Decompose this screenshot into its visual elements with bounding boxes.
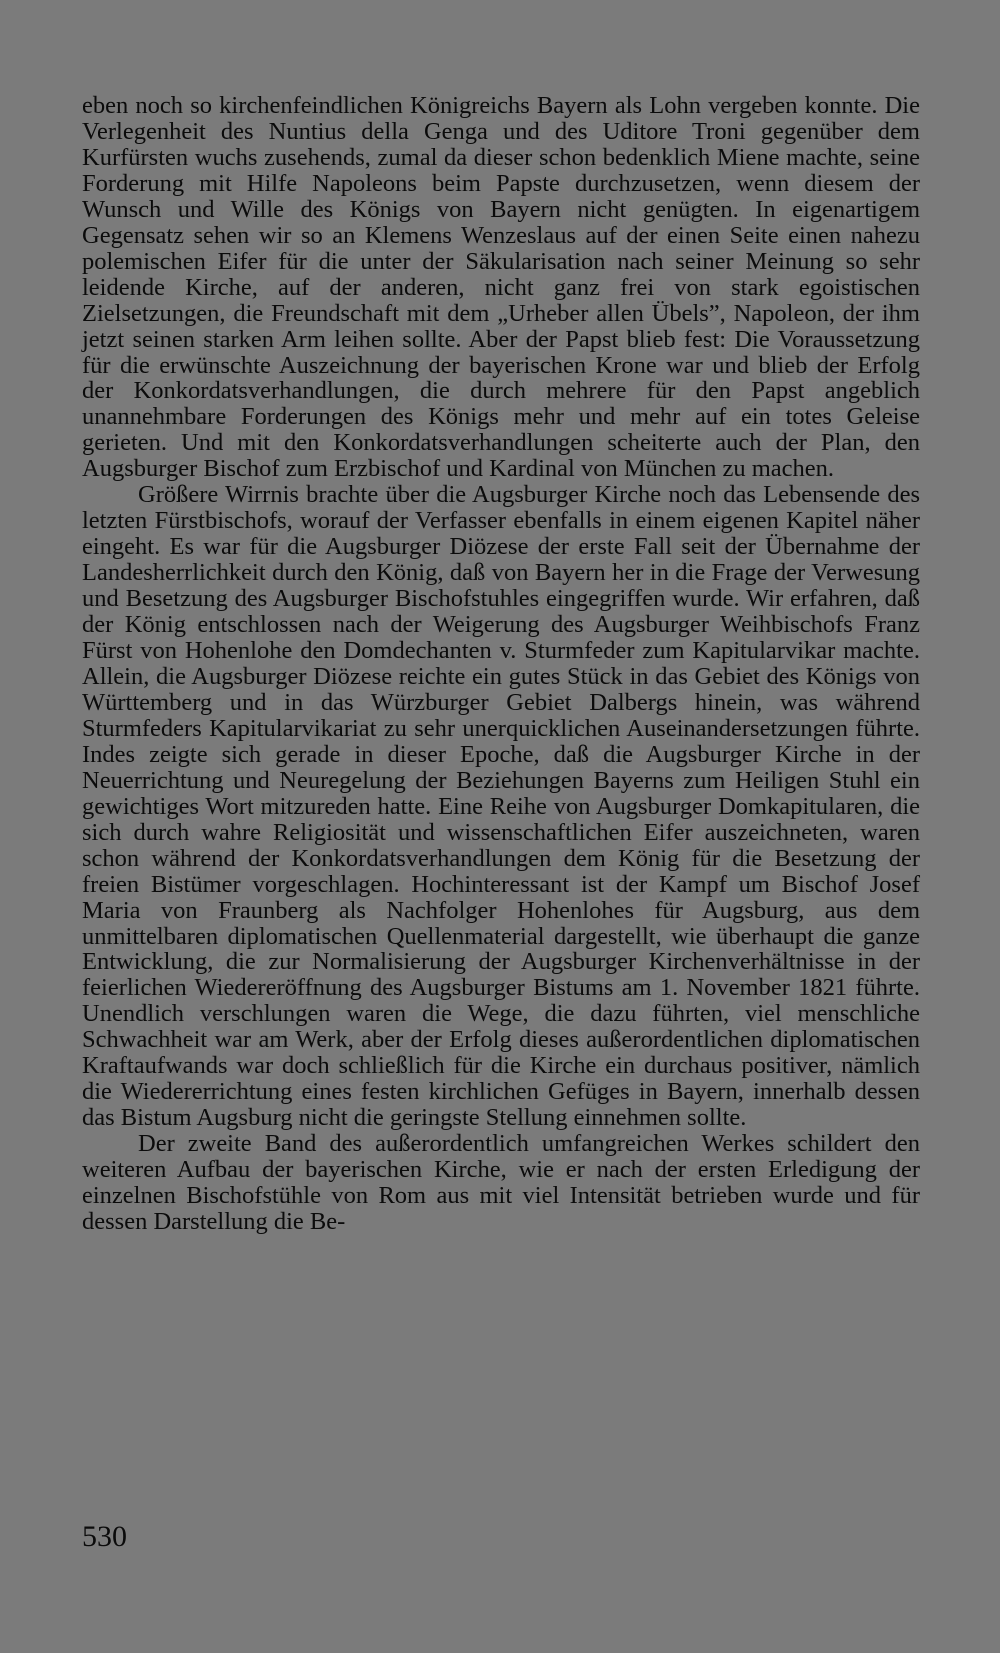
paragraph-1: eben noch so kirchenfeindlichen Königreichs Bayern als Lohn vergeben konnte. Die Verlegenheit des Nuntius della Genga und des Uditore Troni gegenüber dem Kurfürsten wuchs zusehends, zumal da dieser schon bedenklich Miene machte, seine Forderung mit Hilfe Napoleons beim Papste durchzusetzen, wenn diesem der Wunsch und Wille des Königs von Bayern nicht genügten. In eigenartigem Gegensatz sehen wir so an Klemens Wenzeslaus auf der einen Seite einen nahezu polemischen Eifer für die unter der Säkularisation nach seiner Meinung so sehr leidende Kirche, auf der anderen, nicht ganz frei von stark egoistischen Zielsetzungen, die Freundschaft mit dem „Urheber allen Übels”, Napoleon, der ihm jetzt seinen starken Arm leihen sollte. Aber der Papst blieb fest: Die Voraussetzung für die erwünschte Auszeichnung der bayerischen Krone war und blieb der Erfolg der Konkordatsverhandlungen, die durch mehrere für den Papst angeblich unannehmbare Forderungen des Königs mehr und mehr auf ein totes Geleise gerieten. Und mit den Konkordatsverhandlungen scheiterte auch der Plan, den Augsburger Bischof zum Erzbischof und Kardinal von München zu machen. (82, 92, 920, 483)
page-number: 530 (82, 1520, 127, 1553)
paragraph-2: Größere Wirrnis brachte über die Augsburger Kirche noch das Lebensende des letzten Fürstbischofs, worauf der Verfasser ebenfalls in einem eigenen Kapitel näher eingeht. Es war für die Augsburger Diözese der erste Fall seit der Übernahme der Landesherrlichkeit durch den König, daß von Bayern her in die Frage der Verwesung und Besetzung des Augsburger Bischofstuhles eingegriffen wurde. Wir erfahren, daß der König entschlossen nach der Weigerung des Augsburger Weihbischofs Franz Fürst von Hohenlohe den Domdechanten v. Sturmfeder zum Kapitularvikar machte. Allein, die Augsburger Diözese reichte ein gutes Stück in das Gebiet des Königs von Württemberg und in das Würzburger Gebiet Dalbergs hinein, was während Sturmfeders Kapitularvikariat zu sehr unerquicklichen Auseinandersetzungen führte. Indes zeigte sich gerade in dieser Epoche, daß die Augsburger Kirche in der Neuerrichtung und Neuregelung der Beziehungen Bayerns zum Heiligen Stuhl ein gewichtiges Wort mitzureden hatte. Eine Reihe von Augsburger Domkapitularen, die sich durch wahre Religiosität und wissenschaftlichen Eifer auszeichneten, waren schon während der Konkordatsverhandlungen dem König für die Besetzung der freien Bistümer vorgeschlagen. Hochinteressant ist der Kampf um Bischof Josef Maria von Fraunberg als Nachfolger Hohenlohes für Augsburg, aus dem unmittelbaren diplomatischen Quellenmaterial dargestellt, wie überhaupt die ganze Entwicklung, die zur Normalisierung der Augsburger Kirchenverhältnisse in der feierlichen Wiedereröffnung des Augsburger Bistums am 1. November 1821 führte. Unendlich verschlungen waren die Wege, die dazu führten, viel menschliche Schwachheit war am Werk, aber der Erfolg dieses außerordentlichen diplomatischen Kraftaufwands war doch schließlich für die Kirche ein durchaus positiver, nämlich die Wiedererrichtung eines festen kirchlichen Gefüges in Bayern, innerhalb dessen das Bistum Augsburg nicht die geringste Stellung einnehmen sollte. (82, 481, 920, 1132)
paragraph-3: Der zweite Band des außerordentlich umfangreichen Werkes schildert den weiteren Aufbau der bayerischen Kirche, wie er nach der ersten Erledigung der einzelnen Bischofstühle von Rom aus mit viel Intensität betrieben wurde und für dessen Darstellung die Be- (82, 1130, 920, 1235)
page-body (82, 93, 920, 1235)
